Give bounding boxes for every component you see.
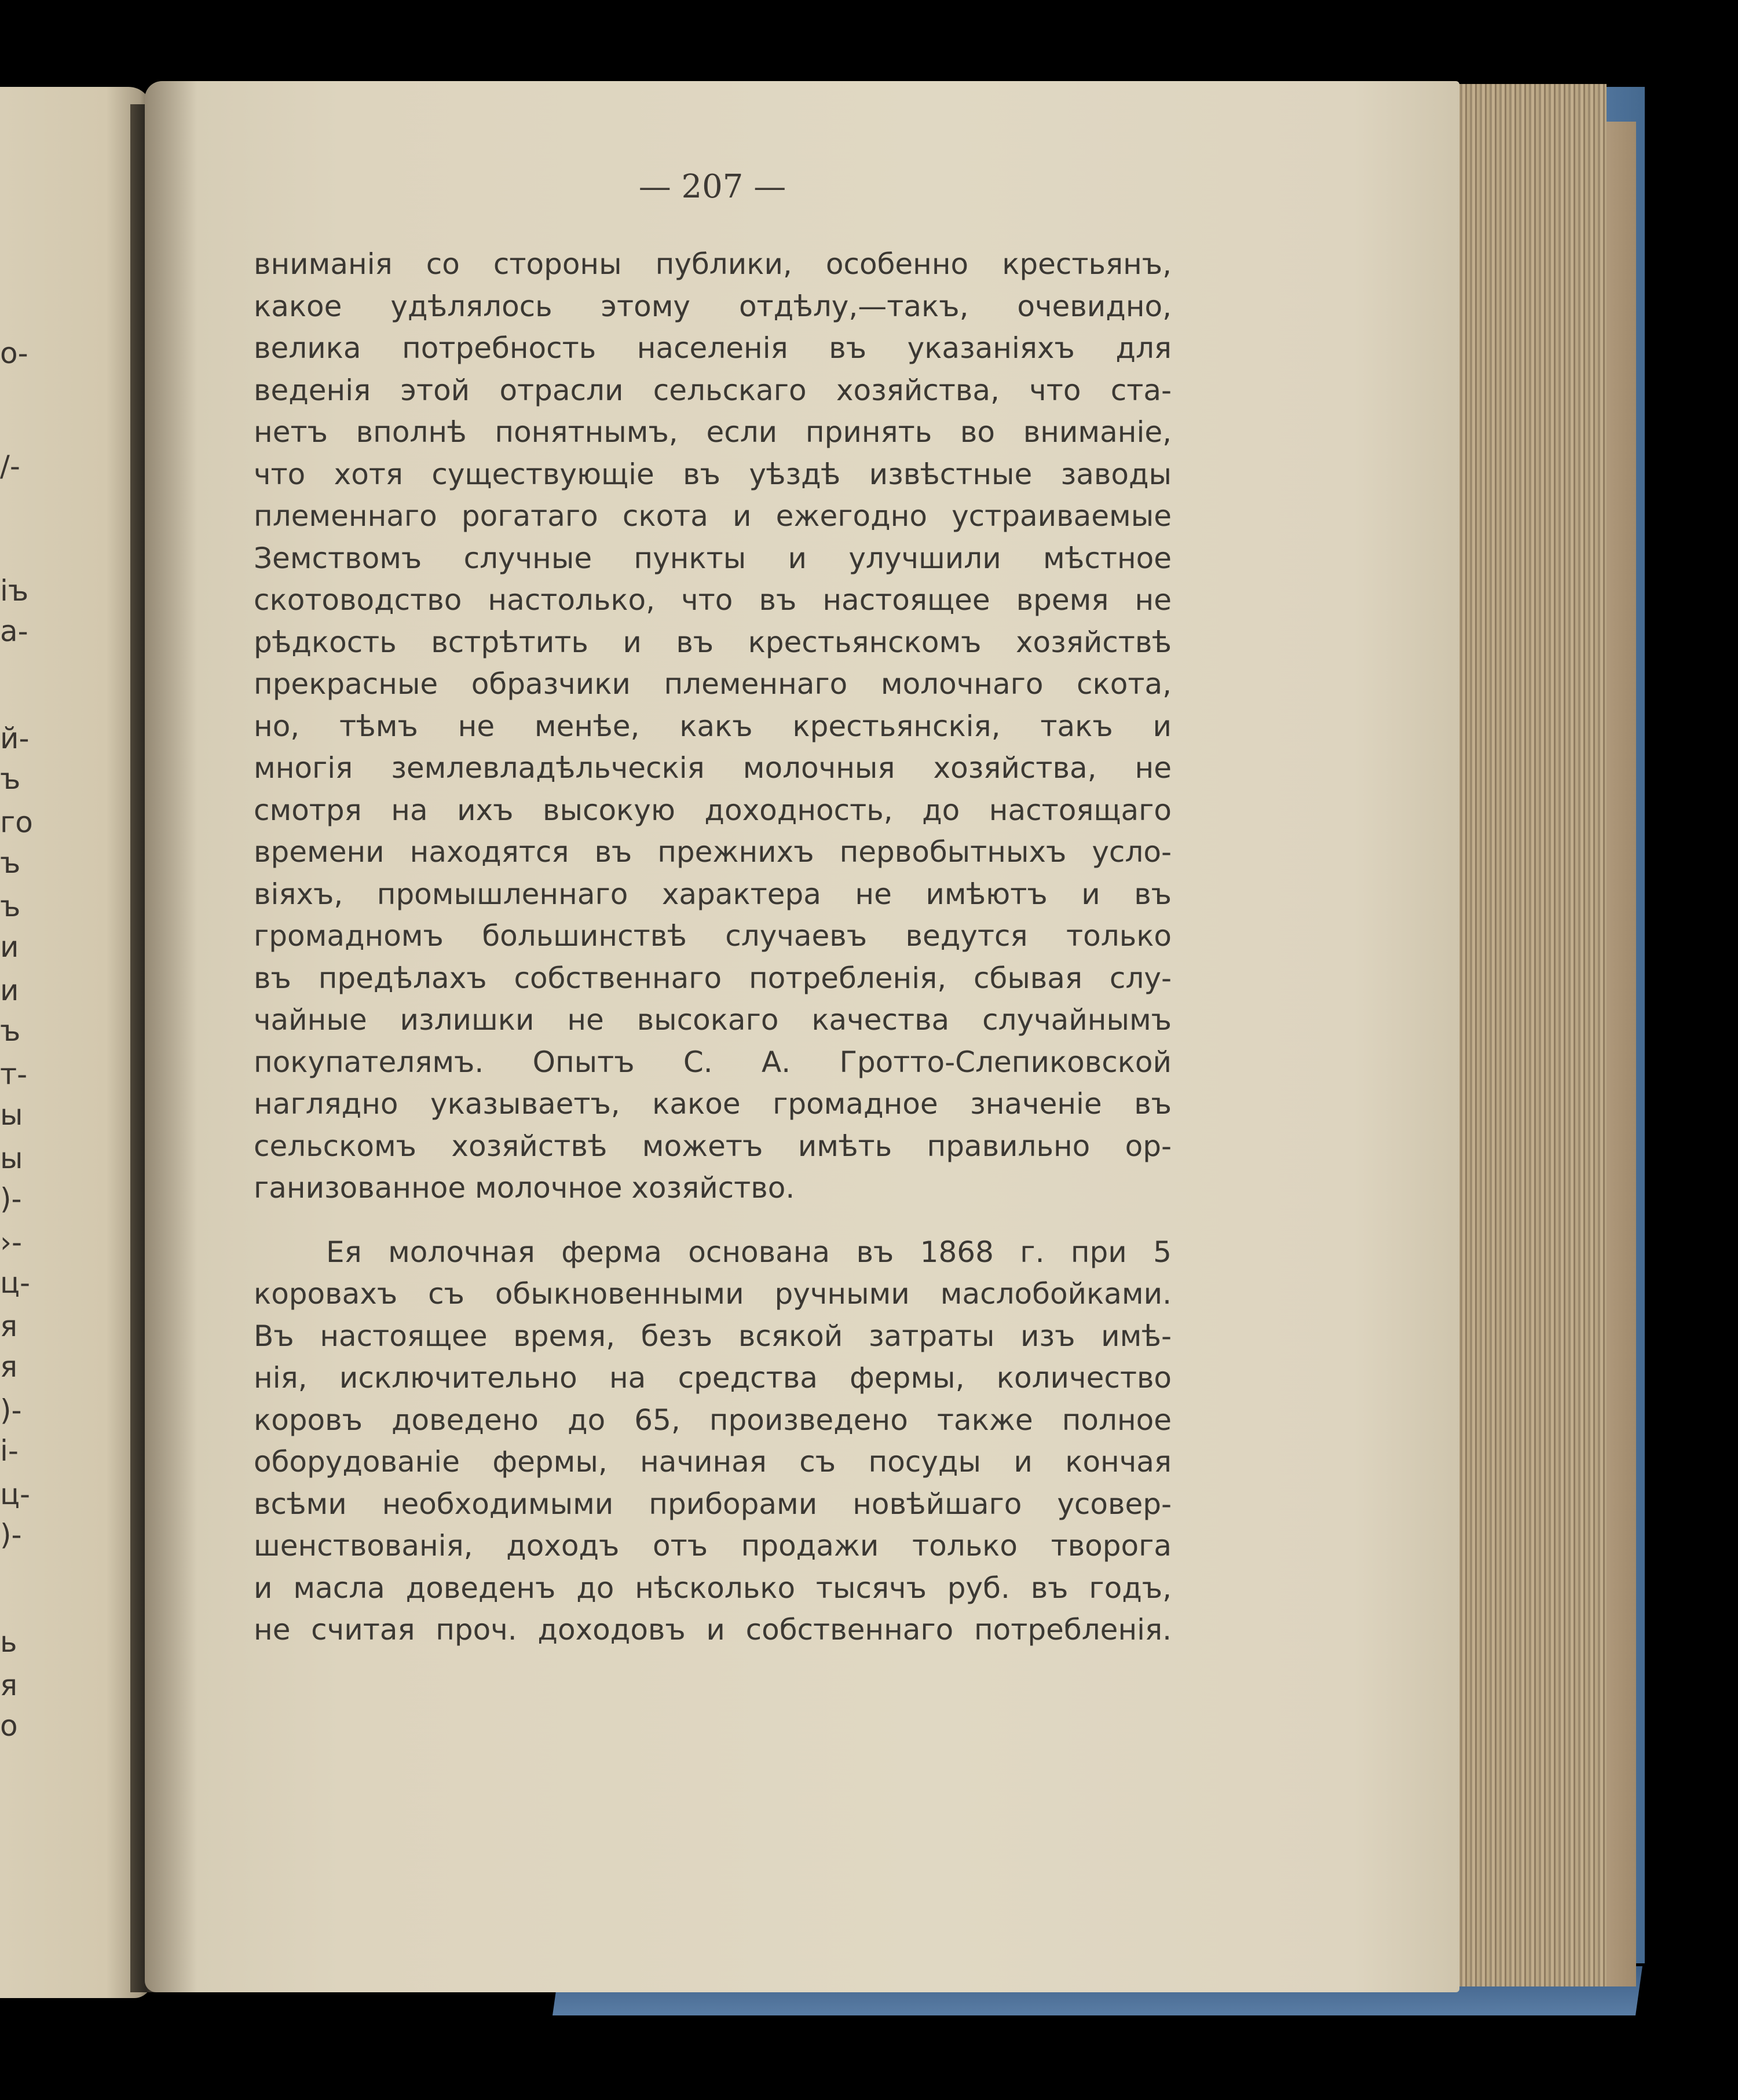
left-fragment: )-	[0, 1393, 22, 1427]
left-fragment: и	[0, 974, 19, 1007]
text-line: прекрасные образчики племеннаго молочнаго скота,	[254, 667, 1172, 701]
text-line: громадномъ большинствѣ случаевъ ведутся только	[254, 919, 1172, 953]
text-line: скотоводство настолько, что въ настоящее время не	[254, 583, 1172, 617]
left-fragment: го	[0, 806, 33, 839]
left-fragment: й-	[0, 722, 30, 755]
paragraph-2	[254, 1231, 1172, 1651]
text-line: віяхъ, промышленнаго характера не имѣютъ и въ	[254, 877, 1172, 911]
left-fragment: і-	[0, 1434, 19, 1468]
left-fragment: ь	[0, 1625, 17, 1659]
text-line: многія землевладѣльческія молочныя хозяйства, не	[254, 751, 1172, 785]
text-line: рѣдкость встрѣтить и въ крестьянскомъ хозяйствѣ	[254, 625, 1172, 659]
left-fragment: ъ	[0, 846, 21, 880]
left-fragment: )-	[0, 1182, 22, 1216]
left-fragment: ъ	[0, 890, 21, 923]
page-body-text	[254, 243, 1172, 1651]
text-line: времени находятся въ прежнихъ первобытныхъ усло-	[254, 835, 1172, 869]
text-line: веденія этой отрасли сельскаго хозяйства, что ста-	[254, 373, 1172, 407]
left-fragment: я	[0, 1350, 18, 1384]
text-line: но, тѣмъ не менѣе, какъ крестьянскія, такъ и	[254, 709, 1172, 743]
text-line: въ предѣлахъ собственнаго потребленія, сбывая слу-	[254, 961, 1172, 995]
left-fragment: о	[0, 1709, 18, 1743]
text-line: коровъ доведено до 65, произведено также полное	[254, 1403, 1172, 1437]
text-line: вниманія со стороны публики, особенно крестьянъ,	[254, 247, 1172, 281]
text-line: не считая проч. доходовъ и собственнаго потребленія.	[254, 1613, 1172, 1647]
left-fragment: ц-	[0, 1477, 31, 1511]
left-fragment: /-	[0, 449, 20, 483]
text-line: Ея молочная ферма основана въ 1868 г. при 5	[326, 1235, 1172, 1269]
page-edges-stack	[1448, 84, 1607, 1986]
text-line: что хотя существующіе въ уѣздѣ извѣстные заводы	[254, 457, 1172, 491]
text-line: и масла доведенъ до нѣсколько тысячъ руб. въ годъ,	[254, 1571, 1172, 1605]
left-fragment: т-	[0, 1058, 28, 1091]
text-line: какое удѣлялось этому отдѣлу,—такъ, очевидно,	[254, 289, 1172, 323]
text-line: коровахъ съ обыкновенными ручными маслобойками.	[254, 1277, 1172, 1311]
left-fragment: ъ	[0, 1014, 21, 1048]
left-fragment: а-	[0, 614, 28, 648]
text-line: нетъ вполнѣ понятнымъ, если принять во вниманіе,	[254, 415, 1172, 449]
left-fragment: ›-	[0, 1225, 23, 1259]
left-fragment: ц-	[0, 1266, 31, 1300]
text-line: всѣми необходимыми приборами новѣйшаго усовер-	[254, 1487, 1172, 1521]
text-line: нія, исключительно на средства фермы, количество	[254, 1361, 1172, 1395]
text-line: наглядно указываетъ, какое громадное значеніе въ	[254, 1087, 1172, 1121]
left-page-text-fragments	[0, 87, 152, 1998]
right-page-gutter-shade	[145, 81, 197, 1992]
text-line: Земствомъ случные пункты и улучшили мѣстное	[254, 541, 1172, 575]
text-line: чайные излишки не высокаго качества случайнымъ	[254, 1003, 1172, 1037]
text-line: сельскомъ хозяйствѣ можетъ имѣть правильно ор-	[254, 1129, 1172, 1163]
left-fragment: ы	[0, 1098, 23, 1132]
left-fragment: іъ	[0, 574, 29, 608]
left-fragment: о-	[0, 336, 28, 370]
left-fragment: я	[0, 1669, 18, 1702]
text-line: покупателямъ. Опытъ С. А. Гротто-Слепиковской	[254, 1045, 1172, 1079]
text-line: шенствованія, доходъ отъ продажи только творога	[254, 1529, 1172, 1563]
text-line: ганизованное молочное хозяйство.	[254, 1171, 795, 1205]
text-line: Въ настоящее время, безъ всякой затраты изъ имѣ-	[254, 1319, 1172, 1353]
left-fragment: )-	[0, 1518, 22, 1552]
text-line: племеннаго рогатаго скота и ежегодно устраиваемые	[254, 499, 1172, 533]
text-line: оборудованіе фермы, начиная съ посуды и кончая	[254, 1445, 1172, 1479]
text-line: велика потребность населенія въ указаніяхъ для	[254, 331, 1172, 365]
left-fragment: ы	[0, 1142, 23, 1175]
text-line: смотря на ихъ высокую доходность, до настоящаго	[254, 793, 1172, 827]
paragraph-1	[254, 243, 1172, 1209]
left-fragment: я	[0, 1309, 18, 1343]
left-page	[0, 87, 152, 1998]
left-fragment: и	[0, 930, 19, 964]
page-number: — 207 —	[638, 168, 786, 206]
left-fragment: ъ	[0, 762, 21, 796]
